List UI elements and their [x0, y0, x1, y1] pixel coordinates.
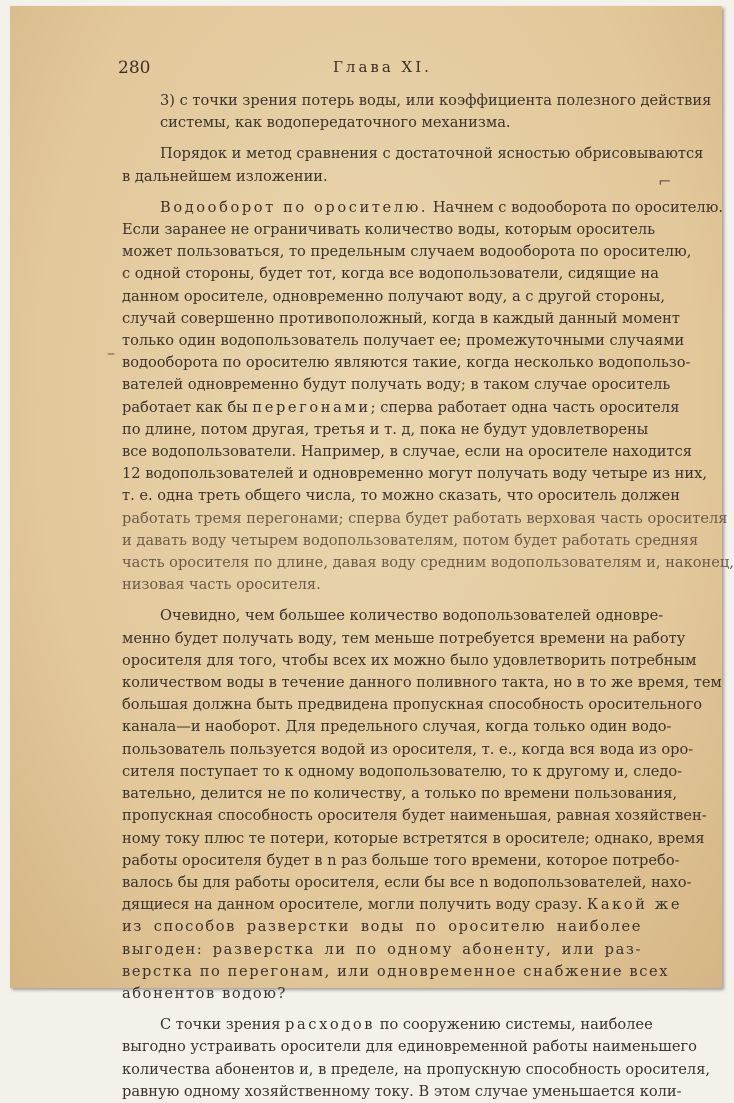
- text-line: часть оросителя по длине, давая воду средним водопользователям и, наконец,: [122, 554, 734, 572]
- text-line: абонентов водою?: [122, 984, 287, 1002]
- text-line: Очевидно, чем большее количество водопользователей одновре-: [160, 607, 664, 625]
- spaced-emphasis: Какой же: [586, 896, 683, 914]
- text-line: ному току плюс те потери, которые встретятся в оросителе; однако, время: [122, 829, 705, 847]
- text-line: равную одному хозяйственному току. В этом случае уменьшается коли-: [122, 1082, 682, 1100]
- text-line: системы, как водопередаточного механизма.: [160, 114, 511, 132]
- page-number: 280: [118, 58, 151, 78]
- page-header: [118, 58, 648, 82]
- text-line: работать тремя перегонами; сперва будет работать верховая часть оросителя: [122, 509, 728, 527]
- text-line: большая должна быть предвидена пропускная способность оросительного: [122, 696, 703, 714]
- spaced-emphasis: расходов: [285, 1016, 376, 1034]
- text-line: выгоден: разверстка ли по одному абоненту, или раз-: [122, 940, 642, 958]
- paragraph: [122, 90, 712, 134]
- text-line: количества абонентов и, в пределе, на пропускную способность оросителя,: [122, 1060, 711, 1078]
- text-line: водооборота по оросителю являются такие, когда несколько водопользо-: [122, 354, 691, 372]
- paragraph: [122, 1014, 711, 1103]
- text-line: все водопользователи. Например, в случае, если на оросителе находится: [122, 443, 692, 461]
- text-line: оросителя для того, чтобы всех их можно было удовлетворить потребным: [122, 651, 697, 669]
- text-line: пропускная способность оросителя будет наименьшая, равная хозяйствен-: [122, 807, 707, 825]
- text-line: 12 водопользователей и одновременно могут получать воду четыре из них,: [122, 465, 707, 483]
- text-line: т. е. одна треть общего числа, то можно сказать, что ороситель должен: [122, 487, 680, 505]
- text-line: С точки зрения расходов по сооружению системы, наиболее: [160, 1016, 653, 1034]
- text-line: только один водопользователь получает ее; промежуточными случаями: [122, 332, 685, 350]
- paragraph: [122, 143, 704, 187]
- text-line: пользователь пользуется водой из оросителя, т. е., когда вся вода из оро-: [122, 740, 694, 758]
- body-text: [122, 90, 734, 1103]
- text-line: менно будет получать воду, тем меньше потребуется времени на работу: [122, 629, 686, 647]
- text-line: выгодно устраивать оросители для единовременной работы наименьшего: [122, 1038, 697, 1056]
- text-line: вательно, делится не по количеству, а только по времени пользования,: [122, 785, 678, 803]
- text-line: дящиеся на данном оросителе, могли получить воду сразу. Какой же: [122, 896, 683, 914]
- text-line: Если заранее не ограничивать количество воды, которым ороситель: [122, 221, 656, 239]
- book-page: [10, 6, 734, 1100]
- text-line: работы оросителя будет в n раз больше того времени, которое потребо-: [122, 851, 680, 869]
- text-line: верстка по перегонам, или одновременное снабжение всех: [122, 962, 670, 980]
- text-line: работает как бы перегонами; сперва работает одна часть оросителя: [122, 398, 680, 416]
- text-line: случай совершенно противоположный, когда в каждый данный момент: [122, 309, 680, 327]
- text-line: валось бы для работы оросителя, если бы все n водопользователей, нахо-: [122, 873, 692, 891]
- spaced-emphasis: Водооборот по оросителю.: [160, 198, 429, 216]
- text-line: Водооборот по оросителю. Начнем с водооборота по оросителю.: [160, 198, 724, 216]
- text-line: в дальнейшем изложении.: [122, 167, 328, 185]
- text-line: количеством воды в течение данного поливного такта, но в то же время, тем: [122, 674, 722, 692]
- text-line: по длине, потом другая, третья и т. д, пока не будут удовлетворены: [122, 420, 649, 438]
- paragraph: [122, 197, 734, 597]
- text-line: сителя поступает то к одному водопользователю, то к другому и, следо-: [122, 762, 683, 780]
- margin-mark: –: [107, 343, 115, 362]
- text-line: 3) с точки зрения потерь воды, или коэффициента полезного действия: [160, 92, 712, 109]
- paragraph: [122, 605, 722, 1005]
- margin-mark: ⌐: [658, 172, 672, 191]
- text-line: низовая часть оросителя.: [122, 576, 321, 594]
- text-line: вателей одновременно будут получать воду; в таком случае ороситель: [122, 376, 671, 394]
- text-line: и давать воду четырем водопользователям, потом будет работать средняя: [122, 531, 699, 549]
- text-line: может пользоваться, то предельным случаем водооборота по оросителю,: [122, 243, 692, 261]
- spaced-emphasis: перегонами: [252, 398, 371, 416]
- chapter-title: Глава XI.: [333, 58, 432, 76]
- text-line: канала—и наоборот. Для предельного случая, когда только один водо-: [122, 718, 672, 736]
- text-line: данном оросителе, одновременно получают воду, а с другой стороны,: [122, 287, 665, 305]
- text-line: Порядок и метод сравнения с достаточной ясностью обрисовываются: [160, 145, 704, 163]
- text-line: с одной стороны, будет тот, когда все водопользователи, сидящие на: [122, 265, 659, 283]
- text-line: из способов разверстки воды по оросителю наиболее: [122, 918, 642, 936]
